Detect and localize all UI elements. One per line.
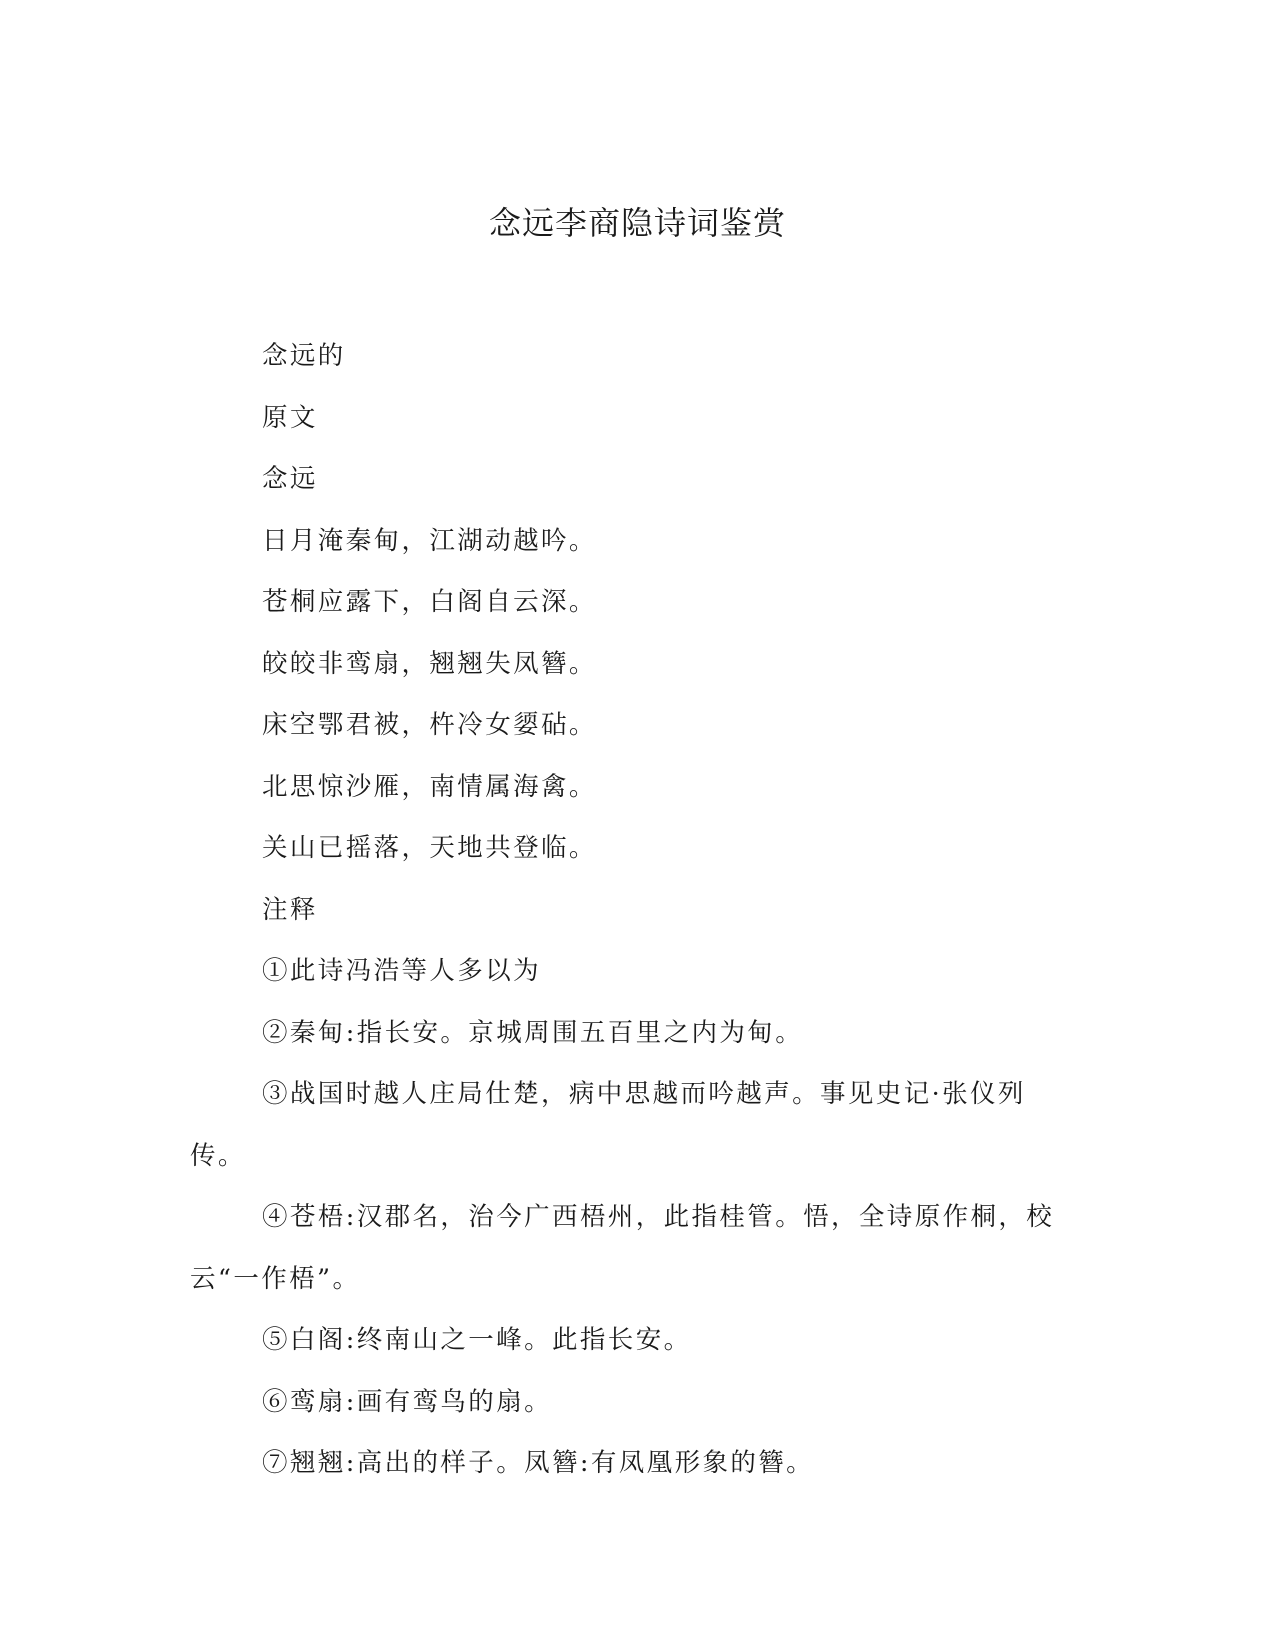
document-body — [190, 326, 1070, 1495]
poem-line: 日月淹秦甸，江湖动越吟。 — [262, 525, 597, 556]
document-title: 念远李商隐诗词鉴赏 — [488, 204, 786, 242]
poem-line: 苍桐应露下，白阁自云深。 — [262, 587, 597, 617]
paragraph-section-notes: 注释 — [262, 894, 318, 925]
note-item: ③战国时越人庄局仕楚，病中思越而吟越声。事见史记·张仪列传。 — [190, 1079, 1026, 1171]
note-item: ②秦甸:指长安。京城周围五百里之内为甸。 — [262, 1017, 804, 1048]
poem-line: 北思惊沙雁，南情属海禽。 — [262, 771, 597, 802]
paragraph-heading: 念远的 — [262, 341, 346, 371]
note-item: ⑥鸾扇:画有鸾鸟的扇。 — [262, 1386, 552, 1417]
note-item: ⑦翘翘:高出的样子。凤簪:有凤凰形象的簪。 — [262, 1448, 815, 1478]
paragraph-poem-title: 念远 — [262, 464, 318, 494]
note-item: ①此诗冯浩等人多以为 — [262, 956, 542, 986]
note-item: ④苍梧:汉郡名，治今广西梧州，此指桂管。悟，全诗原作桐，校云“一作梧”。 — [190, 1202, 1055, 1294]
poem-line: 关山已摇落，天地共登临。 — [262, 833, 597, 863]
note-item: ⑤白阁:终南山之一峰。此指长安。 — [262, 1325, 692, 1355]
poem-line: 床空鄂君被，杵冷女媭砧。 — [262, 710, 597, 740]
paragraph-section-original: 原文 — [262, 402, 318, 433]
poem-line: 皎皎非鸾扇，翘翘失凤簪。 — [262, 648, 597, 679]
